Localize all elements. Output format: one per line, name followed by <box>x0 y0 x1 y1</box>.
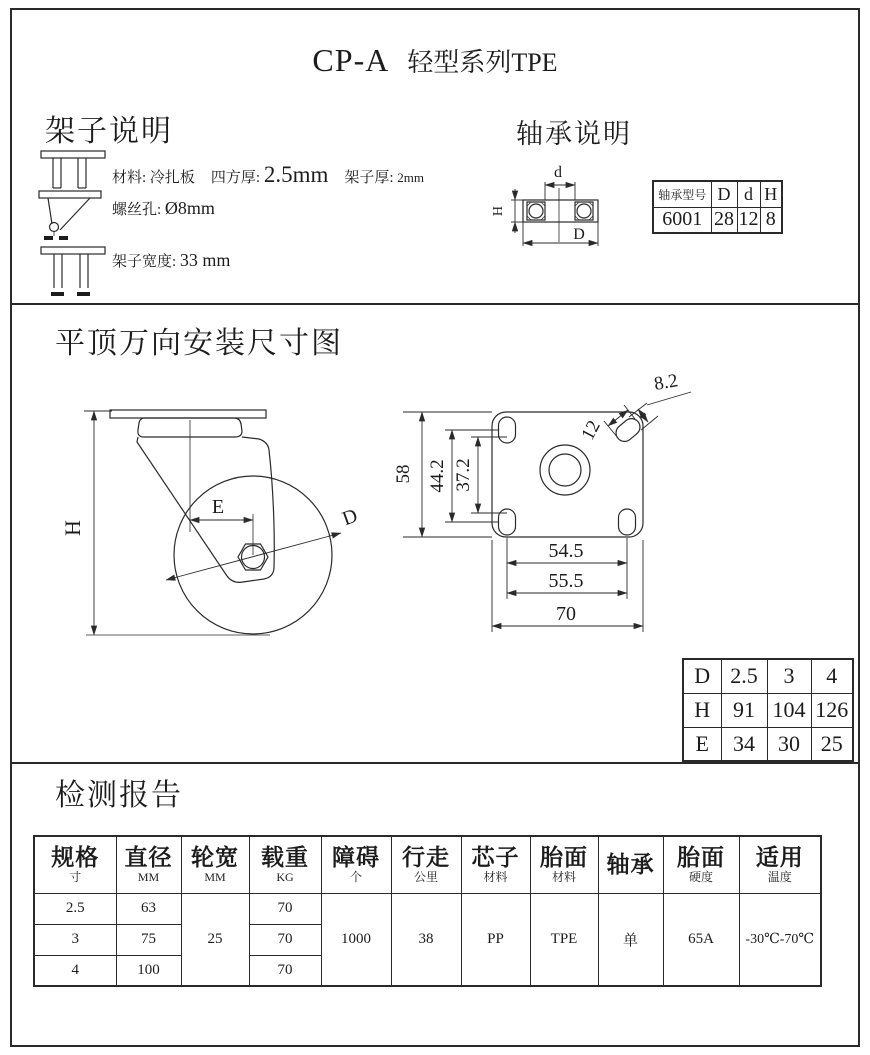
dhe-row-H-label: H <box>683 693 721 727</box>
dim-label-d: d <box>554 164 562 181</box>
dim-label-D: D <box>573 226 585 243</box>
dim-label-D: D <box>339 504 361 531</box>
screw-hole-label: 螺丝孔: <box>112 202 162 218</box>
table-cell: 75 <box>116 924 181 955</box>
dim-label-58: 58 <box>393 464 414 484</box>
table-cell: 30 <box>767 727 811 761</box>
header-row <box>34 836 821 893</box>
col-header-temperature: 适用 温度 <box>739 836 821 893</box>
table-cell: 3 <box>767 659 811 693</box>
frame-thickness-value: 2mm <box>397 170 425 185</box>
table-cell: 70 <box>249 893 321 924</box>
table-cell: 4 <box>34 955 116 986</box>
table-row <box>683 693 853 727</box>
frame-width-value: 33 mm <box>179 250 231 270</box>
table-cell: 104 <box>767 693 811 727</box>
table-cell: 70 <box>249 924 321 955</box>
dhe-size-table <box>682 658 854 762</box>
dim-label-55-5: 55.5 <box>548 570 584 592</box>
table-cell: 25 <box>811 727 853 761</box>
col-header-diameter: 直径 MM <box>116 836 181 893</box>
bearing-spec-table <box>652 180 783 234</box>
test-report-table <box>33 835 822 987</box>
bearing-d-header: d <box>737 181 760 207</box>
caster-side-view-drawing <box>60 390 390 650</box>
dim-label-H: H <box>491 205 506 217</box>
temperature-cell: -30℃-70℃ <box>739 893 821 986</box>
table-cell: 91 <box>721 693 767 727</box>
tread-material-cell: TPE <box>530 893 598 986</box>
dim-label-44-2: 44.2 <box>427 459 448 493</box>
bearing-type-cell: 单 <box>598 893 663 986</box>
col-header-hardness: 胎面 硬度 <box>663 836 739 893</box>
dim-label-37-2: 37.2 <box>453 458 474 492</box>
dim-label-8-2: 8.2 <box>652 370 680 395</box>
square-thickness-value: 2.5mm <box>263 162 329 187</box>
screw-hole-value: Ø8mm <box>164 198 215 218</box>
report-section-heading: 检测报告 <box>55 779 183 812</box>
col-header-travel: 行走 公里 <box>391 836 461 893</box>
frame-cross-section-icon <box>40 150 106 194</box>
section-divider-1 <box>10 303 860 305</box>
frame-section-heading: 架子说明 <box>45 115 173 148</box>
col-header-load: 载重 KG <box>249 836 321 893</box>
frame-spec-row-3 <box>112 250 230 271</box>
table-row <box>683 727 853 761</box>
core-material-cell: PP <box>461 893 530 986</box>
table-cell: 34 <box>721 727 767 761</box>
frame-spec-row-2 <box>112 198 215 219</box>
install-section-heading: 平顶万向安装尺寸图 <box>55 327 343 360</box>
bearing-section-heading: 轴承说明 <box>516 119 632 149</box>
table-cell: 126 <box>811 693 853 727</box>
frame-width-icon <box>40 246 106 298</box>
mounting-plate-drawing <box>393 370 715 645</box>
dim-label-54-5: 54.5 <box>548 540 584 562</box>
bearing-D-header: D <box>711 181 737 207</box>
table-row <box>653 207 782 233</box>
bearing-model-header: 轴承型号 <box>653 181 711 207</box>
col-header-spec: 规格 寸 <box>34 836 116 893</box>
col-header-core: 芯子 材料 <box>461 836 530 893</box>
wheel-width-cell: 25 <box>181 893 249 986</box>
dim-label-E: E <box>211 496 225 518</box>
frame-spec-row-1 <box>112 162 424 188</box>
dim-label-H: H <box>60 520 85 536</box>
bearing-H-header: H <box>760 181 782 207</box>
table-cell: 63 <box>116 893 181 924</box>
obstacle-cell: 1000 <box>321 893 391 986</box>
frame-width-label: 架子宽度: <box>112 254 177 270</box>
page-title <box>0 42 870 79</box>
model-code: CP-A <box>312 42 390 78</box>
table-row <box>34 893 821 924</box>
col-header-wheel-width: 轮宽 MM <box>181 836 249 893</box>
square-thickness-label: 四方厚: <box>210 170 261 186</box>
dhe-row-D-label: D <box>683 659 721 693</box>
col-header-obstacle: 障碍 个 <box>321 836 391 893</box>
series-name: 轻型系列TPE <box>407 48 558 77</box>
bearing-H-value: 8 <box>760 207 782 233</box>
frame-thickness-label: 架子厚: <box>344 170 394 186</box>
section-divider-2 <box>10 762 860 764</box>
table-cell: 4 <box>811 659 853 693</box>
dim-label-12: 12 <box>577 417 605 444</box>
dim-label-70: 70 <box>556 603 576 625</box>
table-cell: 2.5 <box>34 893 116 924</box>
table-cell: 3 <box>34 924 116 955</box>
dhe-row-E-label: E <box>683 727 721 761</box>
table-row <box>683 659 853 693</box>
travel-cell: 38 <box>391 893 461 986</box>
hardness-cell: 65A <box>663 893 739 986</box>
bearing-D-value: 28 <box>711 207 737 233</box>
bearing-d-value: 12 <box>737 207 760 233</box>
bearing-model-value: 6001 <box>653 207 711 233</box>
table-cell: 2.5 <box>721 659 767 693</box>
col-header-bearing: 轴承 <box>598 836 663 893</box>
frame-screw-hole-icon <box>38 190 108 246</box>
table-cell: 100 <box>116 955 181 986</box>
material-label: 材料: 冷扎板 <box>112 170 195 186</box>
table-cell: 70 <box>249 955 321 986</box>
table-row <box>653 181 782 207</box>
bearing-drawing <box>491 160 655 275</box>
col-header-tread: 胎面 材料 <box>530 836 598 893</box>
